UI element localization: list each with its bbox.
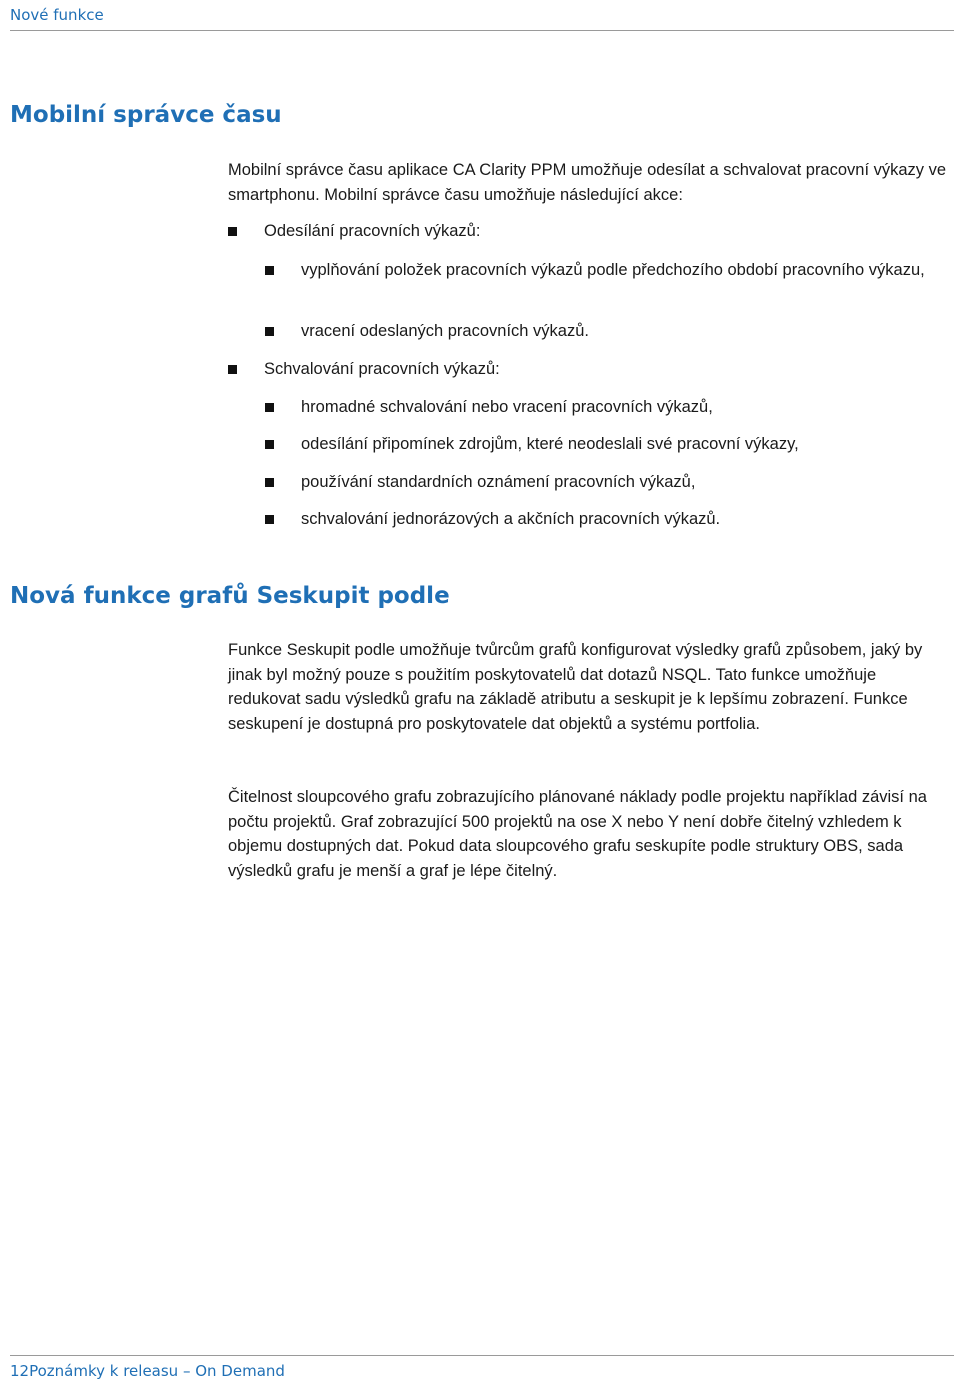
bullet-square-icon bbox=[265, 478, 274, 487]
footer-doc-title: Poznámky k releasu – On Demand bbox=[29, 1362, 285, 1380]
bullet-square-icon bbox=[265, 327, 274, 336]
list-item-text: odesílání připomínek zdrojům, které neodeslali své pracovní výkazy, bbox=[301, 435, 799, 453]
body-paragraph: Funkce Seskupit podle umožňuje tvůrcům grafů konfigurovat výsledky grafů způsobem, jaký by jinak byl možný pouze s použitím poskytovatelů dat dotazů NSQL. Tato funkce umožňuje redukovat sadu výsledků grafu na základě atributu a seskupit je k lepšímu zobrazení. Funkce seskupení je dostupná pro poskytovatele dat objektů a systému portfolia. bbox=[228, 641, 923, 733]
bullet-square-icon bbox=[265, 515, 274, 524]
list-item-text: schvalování jednorázových a akčních pracovních výkazů. bbox=[301, 510, 721, 528]
bullet-square-icon bbox=[265, 266, 274, 275]
list-item-text: vracení odeslaných pracovních výkazů. bbox=[301, 322, 589, 340]
bullet-approving-timesheets bbox=[228, 357, 928, 381]
list-item bbox=[265, 395, 935, 419]
list-item bbox=[265, 319, 935, 343]
footer bbox=[10, 1362, 285, 1380]
running-header: Nové funkce bbox=[10, 6, 104, 24]
footer-divider bbox=[10, 1355, 954, 1356]
intro-paragraph: Mobilní správce času aplikace CA Clarity PPM umožňuje odesílat a schvalovat pracovní výkazy ve smartphonu. Mobilní správce času umožňuje následující akce: bbox=[228, 161, 947, 204]
bullet-square-icon bbox=[265, 440, 274, 449]
header-divider bbox=[10, 30, 954, 31]
bullet-submitting-timesheets bbox=[228, 219, 928, 243]
body-paragraph: Čitelnost sloupcového grafu zobrazujícího plánované náklady podle projektu například závisí na počtu projektů. Graf zobrazující 500 projektů na ose X nebo Y není dobře čitelný vzhledem k objemu dostupných dat. Pokud data sloupcového grafu seskupíte podle struktury OBS, sada výsledků grafu je menší a graf je lépe čitelný. bbox=[228, 788, 927, 880]
bullet-label: Odesílání pracovních výkazů: bbox=[264, 222, 481, 240]
bullet-square-icon bbox=[228, 227, 237, 236]
section-title-group-by: Nová funkce grafů Seskupit podle bbox=[10, 583, 450, 609]
list-item bbox=[265, 258, 935, 306]
list-item-text: vyplňování položek pracovních výkazů podle předchozího období pracovního výkazu, bbox=[301, 261, 925, 279]
section-title-mobile-time-manager: Mobilní správce času bbox=[10, 102, 282, 128]
page-number: 12 bbox=[10, 1362, 30, 1380]
list-item bbox=[265, 432, 935, 456]
bullet-square-icon bbox=[265, 403, 274, 412]
bullet-square-icon bbox=[228, 365, 237, 374]
list-item-text: používání standardních oznámení pracovních výkazů, bbox=[301, 473, 696, 491]
bullet-label: Schvalování pracovních výkazů: bbox=[264, 360, 500, 378]
list-item bbox=[265, 470, 935, 494]
list-item bbox=[265, 507, 935, 531]
list-item-text: hromadné schvalování nebo vracení pracovních výkazů, bbox=[301, 398, 713, 416]
